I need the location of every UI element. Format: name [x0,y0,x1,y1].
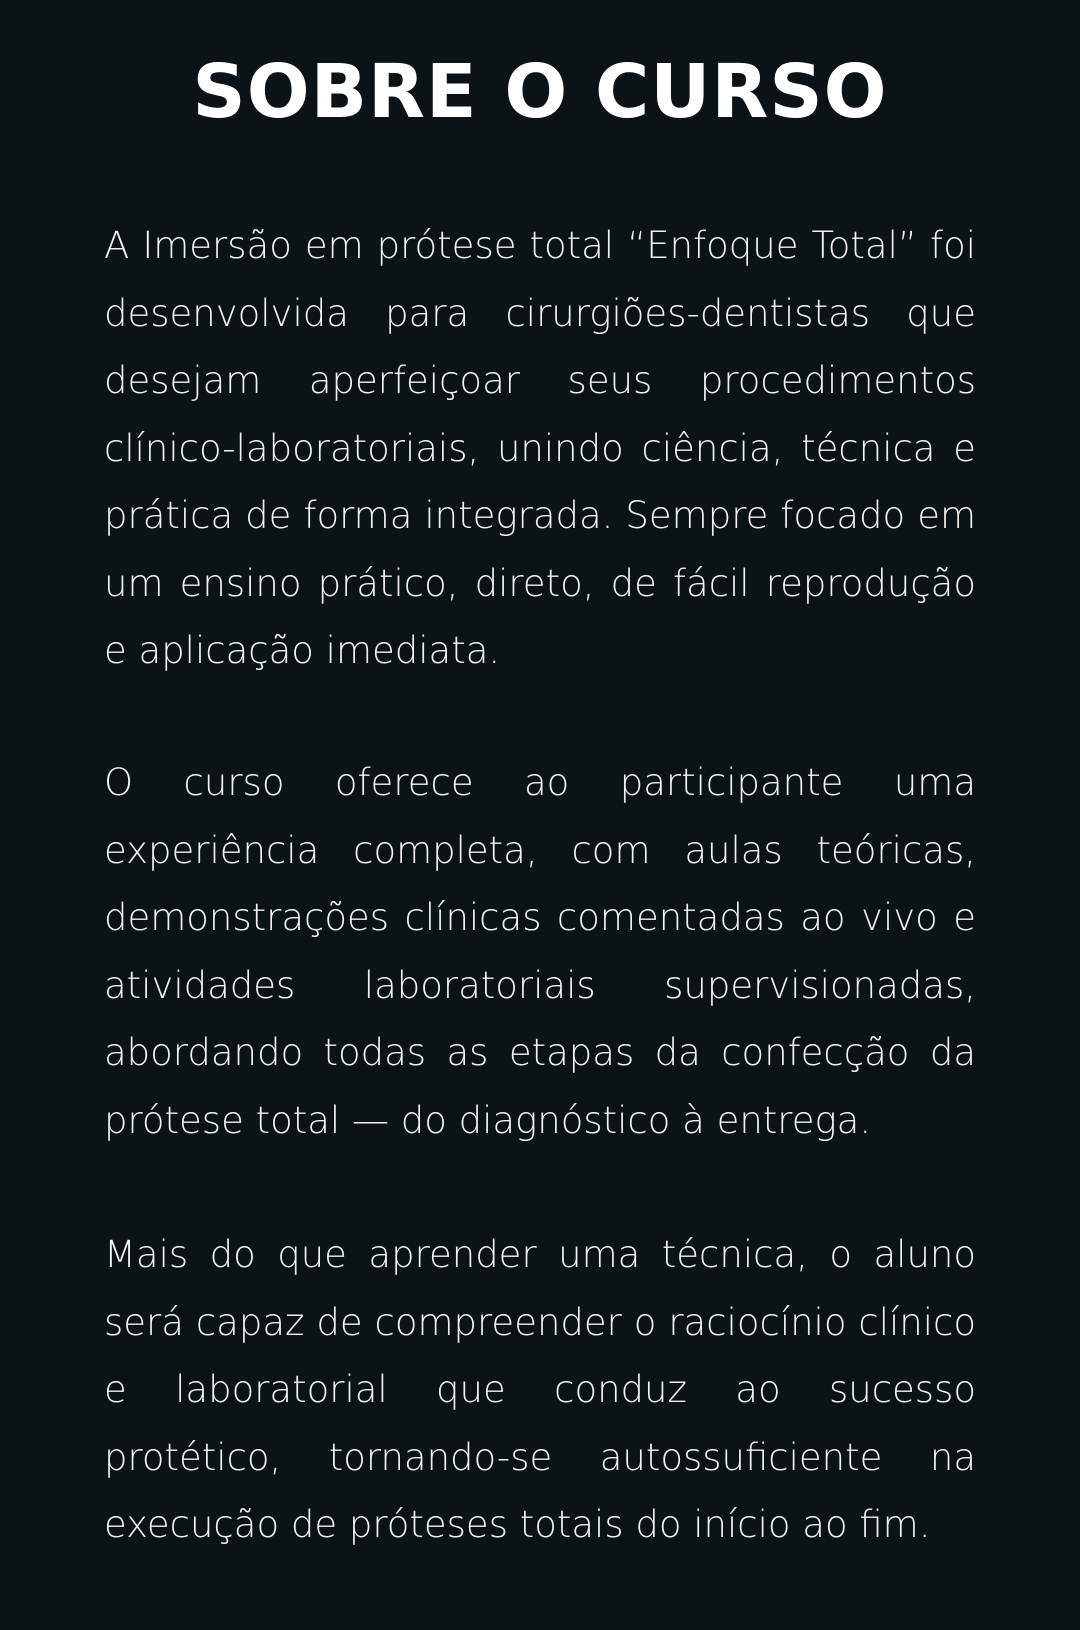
paragraph-intro: A Imersão em prótese total “Enfoque Total” foi desenvolvida para cirurgiões-dentistas que desejam aperfeiçoar seus procedimentos clínico-laboratoriais, unindo ciência, técnica e prática de forma integrada. Sempre focado em um ensino prático, direto, de fácil reprodução e aplicação imediata. [104,224,976,672]
paragraph-outcome: Mais do que aprender uma técnica, o aluno será capaz de compreender o raciocínio clínico e laboratorial que conduz ao sucesso protético, tornando-se autossuficiente na execução de próteses totais do início ao fim. [104,1233,976,1546]
paragraph-experience: O curso oferece ao participante uma experiência completa, com aulas teóricas, demonstrações clínicas comentadas ao vivo e atividades laboratoriais supervisionadas, abordando todas as etapas da confecção da prótese total — do diagnóstico à entrega. [104,761,976,1142]
section-title: SOBRE O CURSO [192,49,888,135]
